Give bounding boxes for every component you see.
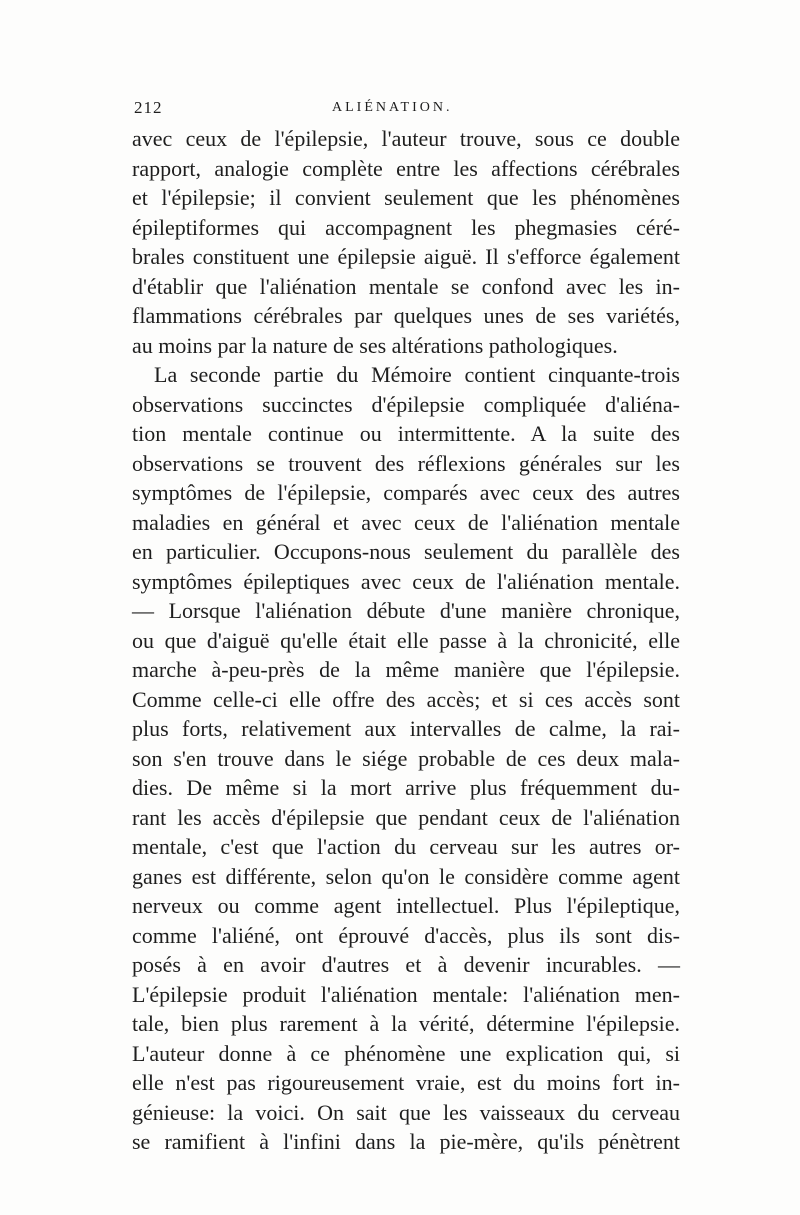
text-line: — Lorsque l'aliénation débute d'une manière chronique, — [132, 598, 680, 623]
text-line: épileptiformes qui accompagnent les phegmasies céré- — [132, 214, 680, 240]
running-head: ALIÉNATION. — [332, 100, 453, 115]
text-line: La seconde partie du Mémoire contient cinquante-trois — [154, 362, 680, 387]
text-line: elle n'est pas rigoureusement vraie, est du moins fort in- — [132, 1070, 680, 1095]
text-line: symptômes épileptiques avec ceux de l'aliénation mentale. — [132, 568, 680, 594]
text-line: nerveux ou comme agent intellectuel. Plus l'épileptique, — [132, 893, 680, 918]
text-line: flammations cérébrales par quelques unes de ses variétés, — [132, 303, 680, 328]
text-line: L'auteur donne à ce phénomène une explication qui, si — [132, 1040, 680, 1066]
text-line: son s'en trouve dans le siége probable de ces deux mala- — [132, 745, 680, 771]
text-line: posés à en avoir d'autres et à devenir incurables. — — [132, 952, 680, 977]
text-line: tale, bien plus rarement à la vérité, détermine l'épilepsie. — [132, 1011, 680, 1036]
text-line: dies. De même si la mort arrive plus fréquemment du- — [132, 775, 680, 800]
text-line: ou que d'aiguë qu'elle était elle passe à la chronicité, elle — [132, 627, 680, 653]
text-line: symptômes de l'épilepsie, comparés avec ceux des autres — [132, 480, 680, 505]
text-line: et l'épilepsie; il convient seulement que les phénomènes — [132, 185, 680, 210]
page-header — [134, 98, 682, 122]
text-line: observations se trouvent des réflexions générales sur les — [132, 450, 680, 476]
text-line: brales constituent une épilepsie aiguë. Il s'efforce également — [132, 244, 680, 269]
text-line: Comme celle-ci elle offre des accès; et si ces accès sont — [132, 686, 680, 712]
text-line: en particulier. Occupons-nous seulement du parallèle des — [132, 539, 680, 564]
text-line: rant les accès d'épilepsie que pendant ceux de l'aliénation — [132, 804, 680, 830]
text-line: d'établir que l'aliénation mentale se confond avec les in- — [132, 273, 680, 299]
text-line: plus forts, relativement aux intervalles de calme, la rai- — [132, 716, 680, 741]
text-line: génieuse: la voici. On sait que les vaisseaux du cerveau — [132, 1099, 680, 1125]
text-line: comme l'aliéné, ont éprouvé d'accès, plus ils sont dis- — [132, 922, 680, 948]
text-line: au moins par la nature de ses altérations pathologiques. — [132, 332, 618, 358]
page-number: 212 — [134, 98, 163, 117]
body-text — [132, 124, 680, 1157]
text-line: L'épilepsie produit l'aliénation mentale: l'aliénation men- — [132, 981, 680, 1007]
text-line: rapport, analogie complète entre les affections cérébrales — [132, 155, 680, 181]
text-line: marche à-peu-près de la même manière que l'épilepsie. — [132, 657, 680, 682]
text-line: maladies en général et avec ceux de l'aliénation mentale — [132, 509, 680, 535]
text-line: tion mentale continue ou intermittente. A la suite des — [132, 421, 680, 446]
text-line: mentale, c'est que l'action du cerveau sur les autres or- — [132, 834, 680, 859]
text-line: observations succinctes d'épilepsie compliquée d'aliéna- — [132, 391, 680, 417]
text-line: avec ceux de l'épilepsie, l'auteur trouve, sous ce double — [132, 126, 680, 151]
text-line: se ramifient à l'infini dans la pie-mère, qu'ils pénètrent — [132, 1129, 680, 1154]
text-line: ganes est différente, selon qu'on le considère comme agent — [132, 863, 680, 889]
